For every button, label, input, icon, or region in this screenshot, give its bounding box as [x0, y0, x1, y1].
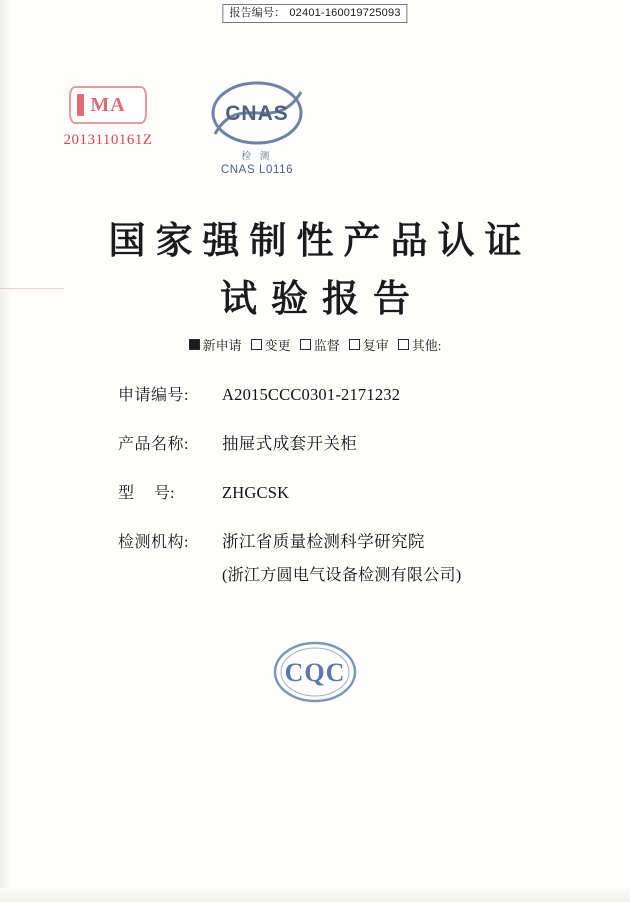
field-application-number	[118, 384, 570, 407]
field-label: 申请编号:	[118, 387, 189, 404]
field-label: 型 号:	[118, 485, 175, 502]
report-number-box	[222, 4, 407, 23]
checkbox-label: 变更	[264, 338, 291, 353]
checkbox-item-1[interactable]	[251, 335, 291, 354]
scan-edge-left	[0, 0, 12, 902]
checkbox-item-4[interactable]	[398, 335, 442, 354]
checkbox-item-0[interactable]	[189, 335, 242, 354]
scan-edge-bottom	[0, 888, 630, 902]
checkbox-icon[interactable]	[398, 339, 409, 350]
document-title-line1: 国家强制性产品认证	[108, 221, 532, 262]
field-value: 抽屉式成套开关柜	[222, 434, 358, 453]
cma-logo-icon	[69, 86, 147, 124]
cnas-logo	[182, 78, 332, 176]
checkbox-label: 其他:	[411, 338, 442, 353]
cma-logo	[48, 86, 168, 149]
cnas-sub-text: 检 测	[241, 151, 273, 162]
field-testing-organization-sub: (浙江方圆电气设备检测有限公司)	[222, 567, 462, 584]
cqc-seal-icon	[269, 638, 361, 710]
checkbox-label: 新申请	[202, 338, 242, 353]
field-model	[118, 482, 570, 505]
cma-logo-text: MA	[90, 93, 126, 116]
cma-code: 2013110161Z	[63, 132, 153, 148]
checkbox-icon[interactable]	[251, 339, 262, 350]
svg-text:CQC: CQC	[284, 658, 346, 687]
report-number-label: 报告编号：	[229, 7, 286, 19]
checkbox-icon[interactable]	[349, 339, 360, 350]
cnas-logo-icon	[205, 78, 309, 152]
checkbox-label: 监督	[313, 338, 340, 353]
cnas-code: CNAS L0116	[220, 164, 294, 176]
field-testing-organization	[118, 531, 570, 554]
checkbox-item-2[interactable]	[300, 335, 340, 354]
svg-text:CNAS: CNAS	[225, 102, 289, 125]
report-number-value: 02401-160019725093	[289, 7, 401, 19]
field-label: 产品名称:	[118, 436, 189, 453]
field-product-name	[118, 433, 570, 456]
logo-row	[42, 78, 342, 188]
field-value: A2015CCC0301-2171232	[222, 385, 401, 404]
field-value: ZHGCSK	[222, 483, 290, 502]
checkbox-label: 复审	[362, 338, 389, 353]
field-label: 检测机构:	[118, 534, 189, 551]
checkbox-item-3[interactable]	[349, 335, 389, 354]
field-list	[118, 384, 570, 611]
field-value: 浙江省质量检测科学研究院	[222, 532, 425, 551]
checkbox-icon[interactable]	[300, 339, 311, 350]
application-type-row	[0, 335, 630, 354]
document-title-line2: 试验报告	[220, 279, 424, 320]
checkbox-icon[interactable]	[189, 339, 200, 350]
